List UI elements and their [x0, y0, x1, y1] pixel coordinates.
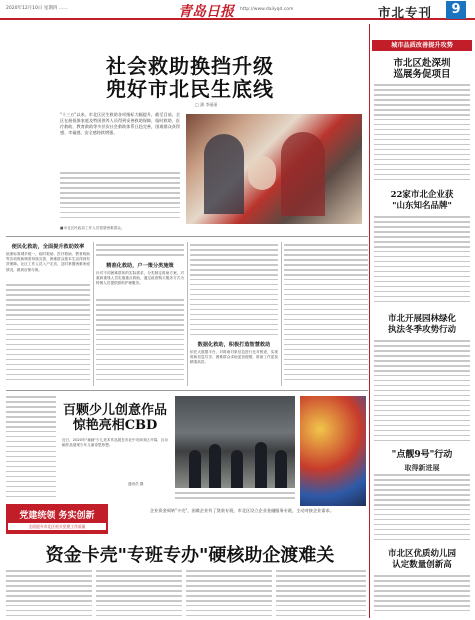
kid-byline: 通讯员 摄	[128, 482, 144, 486]
right-headline-2-line2: "山东知名品牌"	[392, 201, 452, 211]
banner-subtitle: 全面提升市北区机关党建工作质量	[8, 523, 106, 530]
right-headline-3-line2: 执法冬季攻势行动	[387, 325, 456, 335]
section-title: 市北专刊	[378, 5, 433, 20]
subhead-1: 便民化救助，全面提升救助效率	[11, 244, 85, 250]
right-headline-5-line1: 市北区优质幼儿园	[387, 549, 456, 559]
right-headline-5	[372, 549, 472, 571]
banner-title: 党建统领 务实创新	[19, 511, 95, 521]
website-url[interactable]: http://www.dailyqd.com	[240, 7, 294, 12]
kid-text: 近日，2020年"童画"少儿美术作品展在市北中央商务区开幕，百余幅作品展现少年儿童奇思妙想。	[62, 438, 168, 448]
kid-photo-caption-lines	[175, 492, 295, 502]
right-headline-1-line2: 巡展务促项目	[393, 69, 451, 80]
subhead-2: 精准化救助，户一策分类施策	[106, 263, 174, 269]
lead-photo	[186, 114, 362, 224]
lead-intro: "十三五"以来，市北区民生救助各项指标大幅提升，截至目前，全区在册低保家庭及特困供养人员得到妥善救助保障，临时救助、医疗救助、教育救助等多层次社会救助体系日趋完善，困难群众获得感、幸福感、安全感持续增强。	[60, 112, 180, 135]
body-col2-lines	[96, 244, 184, 260]
finance-intro: 企业资金周转"卡壳"，困难企业有了贷款专班，市北区设立企业金融服务专班，主动对接企业需求。	[150, 508, 334, 513]
lead-caption-left: ■市北区民政局工作人员看望困难群众。	[60, 226, 125, 230]
lead-headline-line2: 兜好市北民生底线	[106, 77, 274, 101]
date-line: 2020年12月10日 星期四 ……	[6, 6, 68, 11]
kid-left-lines	[6, 396, 56, 500]
right-column-rule	[369, 24, 370, 618]
column-rule	[187, 242, 188, 386]
right-story-5-lines	[374, 575, 470, 617]
right-headline-2-line1: 22家市北企业获	[390, 190, 454, 200]
finance-col4-lines	[276, 570, 366, 618]
column-rule	[281, 242, 282, 386]
finance-col1-lines	[6, 570, 92, 618]
finance-headline: 资金卡壳"专班专办"硬核助企渡难关	[45, 545, 335, 566]
divider	[6, 390, 368, 391]
right-headline-1-line1: 市北区赴深圳	[393, 58, 451, 69]
lead-byline: □ 潘 李丽丽	[195, 102, 218, 107]
divider	[6, 236, 368, 237]
right-story-3-lines	[374, 340, 470, 446]
right-headline-3-line1: 市北开展园林绿化	[387, 314, 456, 324]
body-col1-lines	[6, 284, 90, 384]
body-col1-text: 低保标准城乡统一，临时救助、医疗救助、教育救助等各项救助制度持续完善，困难群众基本生活得到有效保障。社区工作人员入户走访，及时掌握困难家庭情况，做到应保尽保。	[6, 252, 90, 272]
kid-photo	[175, 396, 295, 488]
body-col2-text: 针对不同困难群体的实际需求，分类制定救助方案，对重病重残人员实施重点救助，通过政府购买服务方式为特困人员提供照料护理服务。	[96, 271, 184, 286]
body-col2-lines-b	[96, 299, 184, 385]
lead-headline-line1: 社会救助换挡升级	[106, 54, 274, 78]
body-col3-text: 依托大数据平台，对救助对象信息进行比对核查，实现救助信息共享，困难群众求助更加便捷，救助工作更加精准高效。	[190, 350, 278, 365]
finance-col3-lines	[186, 570, 272, 618]
right-subhead-4: 取得新进展	[404, 464, 440, 472]
right-headline-3	[372, 314, 472, 336]
right-section-tab: 城市品质改善提升攻势	[372, 40, 472, 51]
newspaper-logo: 青岛日报	[178, 4, 234, 20]
body-col4-lines	[284, 244, 368, 384]
right-story-2-lines	[374, 216, 470, 310]
kid-headline-line2: 惊艳亮相CBD	[72, 418, 158, 433]
page-number: 9	[446, 1, 466, 19]
right-headline-1	[372, 58, 472, 80]
right-headline-4: "点靓9号"行动	[391, 450, 453, 460]
subhead-3: 数据化救助，积极打造智慧救助	[197, 342, 271, 348]
column-rule	[93, 242, 94, 386]
right-headline-2	[372, 190, 472, 212]
kid-headline	[60, 403, 170, 433]
lead-intro-text-block	[60, 172, 180, 224]
masthead	[0, 0, 475, 20]
body-col3-lines	[190, 244, 278, 340]
right-headline-5-line2: 认定数量创新高	[392, 560, 452, 570]
finance-col2-lines	[96, 570, 182, 618]
kid-artwork-image	[300, 396, 366, 506]
lead-headline	[55, 55, 325, 101]
right-story-4-lines	[374, 474, 470, 546]
right-story-1-lines	[374, 84, 470, 184]
kid-headline-line1: 百颗少儿创意作品	[62, 403, 167, 418]
